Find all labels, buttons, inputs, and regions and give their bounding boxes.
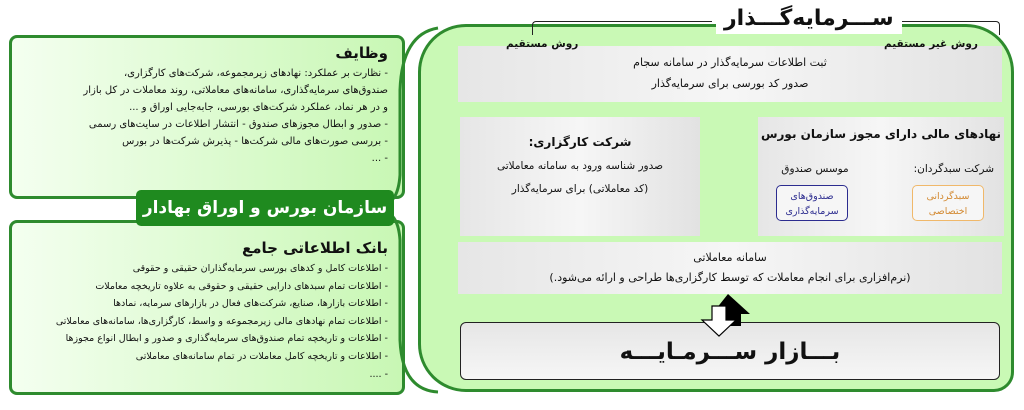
indirect-method-label: روش غیر مستقیم [884,38,978,50]
investor-title: ســـرمایه‌گـــذار [716,4,902,34]
org-title-banner: سازمان بورس و اوراق بهادار [136,190,394,226]
trading-system-title: سامانه معاملاتی [693,251,767,264]
databank-line: - اطلاعات تمام سبدهای دارایی حقیقی و حقوقی به علاوه تاریخچه معاملات [95,280,388,292]
fund-tag-line: سرمایه‌گذاری [785,206,839,217]
fund-founder-label: موسس صندوق [781,163,849,175]
duties-line: - بررسی صورت‌های مالی شرکت‌ها - پذیرش شرکت‌ها در بورس [122,136,388,147]
broker-box [460,117,700,236]
databank-title: بانک اطلاعاتی جامع [241,239,388,257]
duties-line: - ... [371,153,388,164]
broker-line-1: صدور شناسه ورود به سامانه معاملاتی [496,160,664,172]
investment-funds-tag [776,185,848,221]
private-tag-line: اختصاصی [928,206,968,217]
duties-line: و در هر نماد، عملکرد شرکت‌های بورسی، جابه‌جایی اوراق و ... [129,102,388,113]
institutions-box [758,117,1004,236]
sejam-line-2: صدور کد بورسی برای سرمایه‌گذار [651,77,809,90]
duties-panel [9,35,405,199]
institutions-title: نهادهای مالی دارای مجوز سازمان بورس [760,127,1002,141]
fund-tag-line: صندوق‌های [790,191,834,202]
trading-system-box [458,242,1002,294]
databank-line: - اطلاعات تمام نهادهای مالی زیرمجموعه و واسط، کارگزاری‌ها، سامانه‌های معاملاتی [55,315,388,327]
broker-title: شرکت کارگزاری: [528,135,632,149]
databank-line: - اطلاعات و تاریخچه کامل معاملات در تمام سامانه‌های معاملاتی [135,350,388,362]
sejam-box [458,46,1002,102]
duties-title: وظایف [335,44,388,62]
bidirectional-arrows-icon [700,290,760,340]
private-portfolio-tag [912,185,984,221]
databank-line: - اطلاعات بازارها، صنایع، شرکت‌های فعال در بازارهای سرمایه، نمادها [113,298,388,310]
broker-line-2: (کد معاملاتی) برای سرمایه‌گذار [511,183,649,195]
duties-line: - صدور و ابطال مجوزهای صندوق - انتشار اطلاعات در سایت‌های رسمی [88,119,388,130]
databank-line: - اطلاعات و تاریخچه تمام صندوق‌های سرمایه‌گذاری و صدور و ابطال انواع مجوزها [65,333,388,345]
databank-line: - .... [369,368,388,380]
portfolio-manager-label: شرکت سبدگردان: [913,163,994,175]
direct-method-label: روش مستقیم [506,38,579,50]
databank-panel [9,220,405,395]
direct-bracket [532,21,712,35]
duties-line: - نظارت بر عملکرد: نهادهای زیرمجموعه، شرکت‌های کارگزاری، [123,68,388,79]
private-tag-line: سبدگردانی [926,191,970,202]
trading-system-description: (نرم‌افزاری برای انجام معاملات که توسط کارگزاری‌ها طراحی و ارائه می‌شود.) [549,271,911,284]
duties-line: صندوق‌های سرمایه‌گذاری، سامانه‌های معاملاتی، روند معاملات در کل بازار [83,85,388,96]
capital-market-box: بـــازار ســـرمـایـــه [460,322,1000,380]
databank-line: - اطلاعات کامل و کدهای بورسی سرمایه‌گذاران حقیقی و حقوقی [132,263,388,274]
sejam-line-1: ثبت اطلاعات سرمایه‌گذار در سامانه سجام [633,56,827,69]
